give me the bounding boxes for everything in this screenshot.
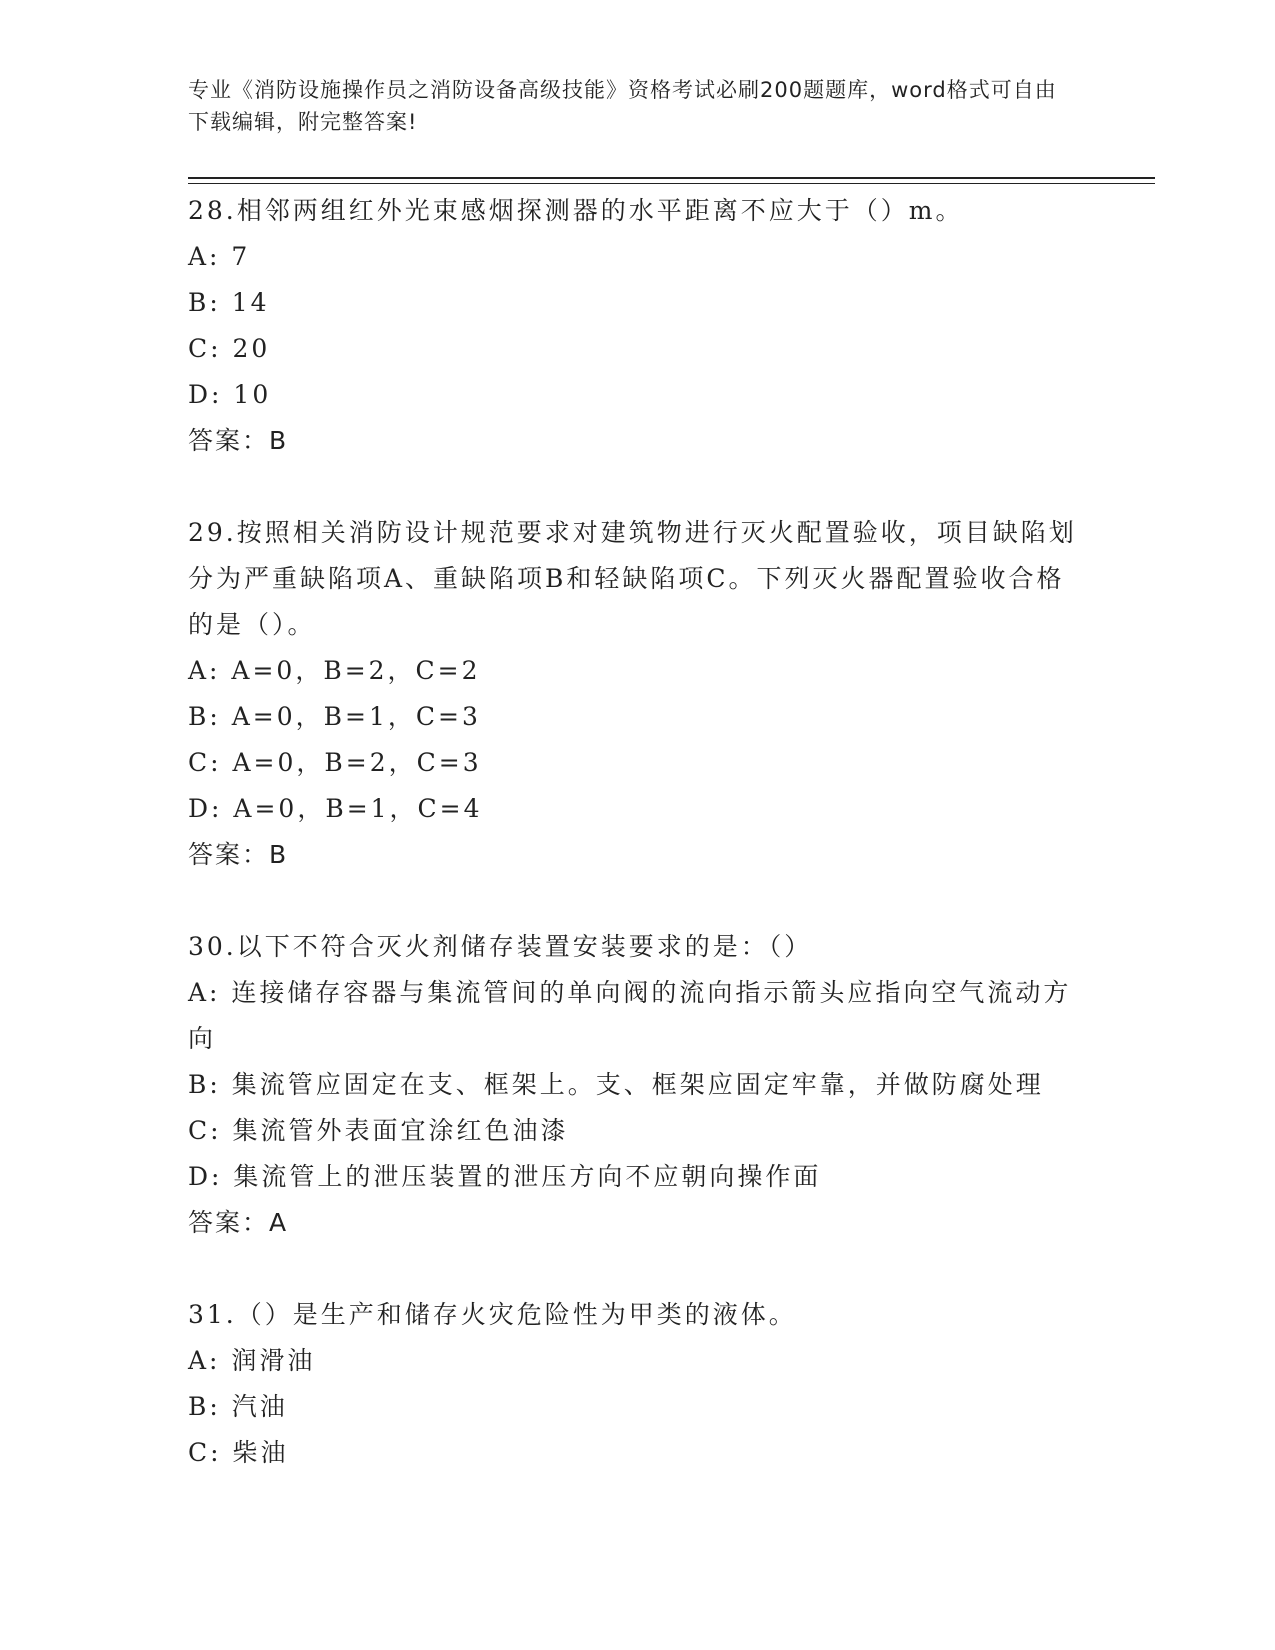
- question-spacer: [188, 464, 1088, 510]
- question-stem: 28.相邻两组红外光束感烟探测器的水平距离不应大于（）m。: [188, 196, 964, 225]
- question-stem: 29.按照相关消防设计规范要求对建筑物进行灭火配置验收，项目缺陷划分为严重缺陷项A、重缺陷项B和轻缺陷项C。下列灭火器配置验收合格的是（）。: [188, 518, 1077, 639]
- question-spacer: [188, 1246, 1088, 1292]
- answer-line: 答案：A: [188, 1208, 289, 1237]
- question-30: [188, 924, 1088, 1246]
- header-divider-thin: [188, 183, 1155, 184]
- question-28: [188, 188, 1088, 464]
- option-c: C: 20: [188, 334, 271, 363]
- question-31: [188, 1292, 1088, 1476]
- option-a: A: A=0，B=2，C=2: [188, 656, 481, 685]
- option-a: A: 7: [188, 242, 251, 271]
- question-stem: 31.（）是生产和储存火灾危险性为甲类的液体。: [188, 1300, 797, 1329]
- option-a: A: 连接储存容器与集流管间的单向阀的流向指示箭头应指向空气流动方向: [188, 978, 1072, 1053]
- header-divider-thick: [188, 177, 1155, 179]
- option-b: B: 集流管应固定在支、框架上。支、框架应固定牢靠，并做防腐处理: [188, 1070, 1044, 1099]
- option-d: D: A=0，B=1，C=4: [188, 794, 483, 823]
- option-b: B: 14: [188, 288, 270, 317]
- question-list: [188, 188, 1088, 1476]
- option-b: B: A=0，B=1，C=3: [188, 702, 481, 731]
- option-d: D: 集流管上的泄压装置的泄压方向不应朝向操作面: [188, 1162, 822, 1191]
- option-d: D: 10: [188, 380, 272, 409]
- answer-line: 答案：B: [188, 840, 289, 869]
- option-c: C: 集流管外表面宜涂红色油漆: [188, 1116, 569, 1145]
- document-header: 专业《消防设施操作员之消防设备高级技能》资格考试必刷200题题库，word格式可自由下载编辑，附完整答案!: [188, 78, 1057, 134]
- option-c: C: 柴油: [188, 1438, 289, 1467]
- option-a: A: 润滑油: [188, 1346, 316, 1375]
- question-29: [188, 510, 1088, 878]
- answer-line: 答案：B: [188, 426, 289, 455]
- question-stem: 30.以下不符合灭火剂储存装置安装要求的是：（）: [188, 932, 813, 961]
- option-b: B: 汽油: [188, 1392, 288, 1421]
- question-spacer: [188, 878, 1088, 924]
- option-c: C: A=0，B=2，C=3: [188, 748, 482, 777]
